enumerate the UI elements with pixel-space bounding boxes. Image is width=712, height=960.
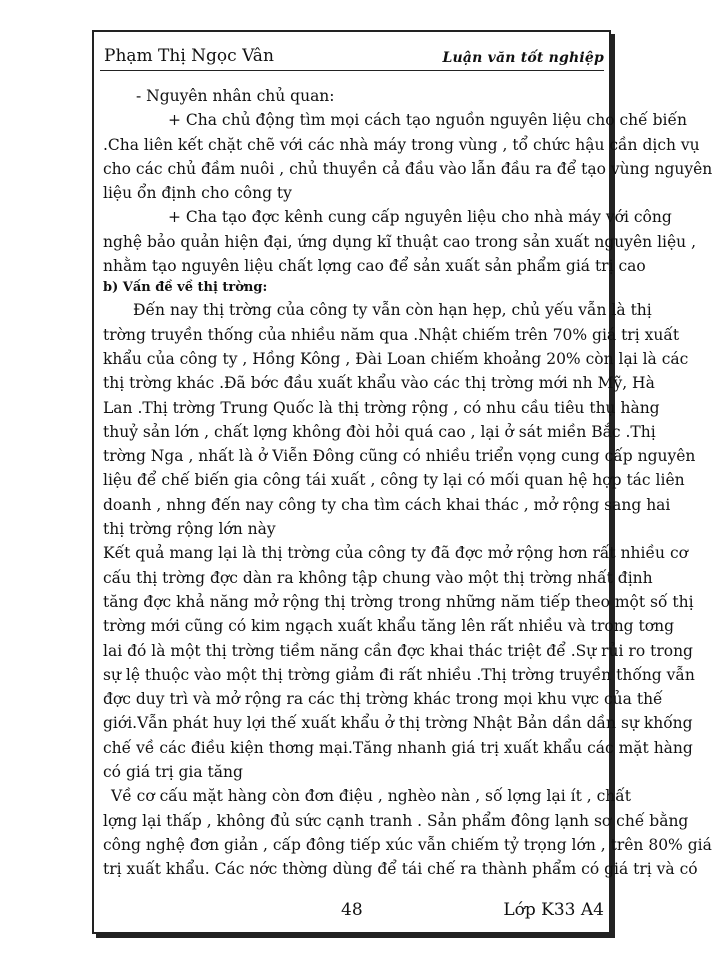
text-line: + Cha tạo đợc kênh cung cấp nguyên liệu cho nhà máy với công — [168, 208, 672, 227]
text-line: Lan .Thị trờng Trung Quốc là thị trờng rộng , có nhu cầu tiêu thụ hàng — [103, 398, 660, 417]
text-line: .Cha liên kết chặt chẽ với các nhà máy trong vùng , tổ chức hậu cần dịch vụ — [103, 135, 700, 154]
text-line: doanh , nhng đến nay công ty cha tìm cách khai thác , mở rộng sang hai — [103, 495, 671, 514]
body-text — [103, 84, 712, 882]
text-line: đợc duy trì và mở rộng ra các thị trờng khác trong mọi khu vực của thế — [103, 690, 663, 709]
text-line: trờng mới cũng có kim ngạch xuất khẩu tăng lên rất nhiều và trong tơng — [103, 617, 674, 636]
text-line: chế về các điều kiện thơng mại.Tăng nhanh giá trị xuất khẩu các mặt hàng — [103, 738, 693, 757]
class-label: Lớp K33 A4 — [503, 900, 604, 920]
section-b-heading: b) Vấn đề về thị trờng: — [103, 280, 268, 296]
text-line: thuỷ sản lớn , chất lợng không đòi hỏi quá cao , lại ở sát miền Bắc .Thị — [103, 422, 656, 441]
header-rule — [100, 70, 604, 71]
text-line: Về cơ cấu mặt hàng còn đơn điệu , nghèo nàn , số lợng lại ít , chất — [111, 787, 631, 806]
text-line: trị xuất khẩu. Các nớc thờng dùng để tái chế ra thành phẩm có giá trị và có — [103, 860, 698, 879]
text-line: Kết quả mang lại là thị trờng của công ty đã đợc mở rộng hơn rất nhiều cơ — [103, 544, 688, 563]
text-line: tăng đợc khả năng mở rộng thị trờng trong những năm tiếp theo một số thị — [103, 592, 694, 611]
text-line: lợng lại thấp , không đủ sức cạnh tranh . Sản phẩm đông lạnh sơ chế bằng — [103, 811, 689, 830]
text-line: cấu thị trờng đợc dàn ra không tập chung vào một thị trờng nhất định — [103, 568, 653, 587]
text-line: khẩu của công ty , Hồng Kông , Đài Loan chiếm khoảng 20% còn lại là các — [103, 349, 689, 368]
text-line: thị trờng rộng lớn này — [103, 520, 276, 539]
page-header — [104, 40, 604, 66]
text-line: Đến nay thị trờng của công ty vẫn còn hạn hẹp, chủ yếu vẫn là thị — [133, 301, 652, 320]
text-line: lai đó là một thị trờng tiềm năng cần đợc khai thác triệt để .Sự rủi ro trong — [103, 641, 693, 660]
text-line: sự lệ thuộc vào một thị trờng giảm đi rất nhiều .Thị trờng truyền thống vẫn — [103, 665, 695, 684]
text-line: liệu để chế biến gia công tái xuất , công ty lại có mối quan hệ hợp tác liên — [103, 471, 685, 490]
text-line: trờng Nga , nhất là ở Viễn Đông cũng có nhiều triển vọng cung cấp nguyên — [103, 447, 696, 466]
text-line: nghệ bảo quản hiện đại, ứng dụng kĩ thuật cao trong sản xuất nguyên liệu , — [103, 232, 696, 251]
text-line: giới.Vẫn phát huy lợi thế xuất khẩu ở thị trờng Nhật Bản dần dần sự khống — [103, 714, 693, 733]
header-author: Phạm Thị Ngọc Vân — [104, 46, 274, 66]
text-line: cho các chủ đầm nuôi , chủ thuyền cả đầu vào lẫn đầu ra để tạo vùng nguyên — [103, 159, 712, 178]
text-line: nhằm tạo nguyên liệu chất lợng cao để sản xuất sản phẩm giá trị cao — [103, 257, 646, 276]
text-line: có giá trị gia tăng — [103, 763, 243, 782]
text-line: thị trờng khác .Đã bớc đầu xuất khẩu vào các thị trờng mới nh Mỹ, Hà — [103, 374, 655, 393]
text-line: + Cha chủ động tìm mọi cách tạo nguồn nguyên liệu cho chế biến — [168, 111, 688, 130]
section-a-heading: - Nguyên nhân chủ quan: — [136, 87, 335, 105]
header-doc-type: Luận văn tốt nghiệp — [442, 50, 604, 66]
text-line: liệu ổn định cho công ty — [103, 184, 292, 203]
text-line: trờng truyền thống của nhiều năm qua .Nhật chiếm trên 70% giá trị xuất — [103, 325, 680, 344]
page-number: 48 — [341, 900, 363, 920]
text-line: công nghệ đơn giản , cấp đông tiếp xúc vẫn chiếm tỷ trọng lớn , trên 80% giá — [103, 835, 712, 854]
